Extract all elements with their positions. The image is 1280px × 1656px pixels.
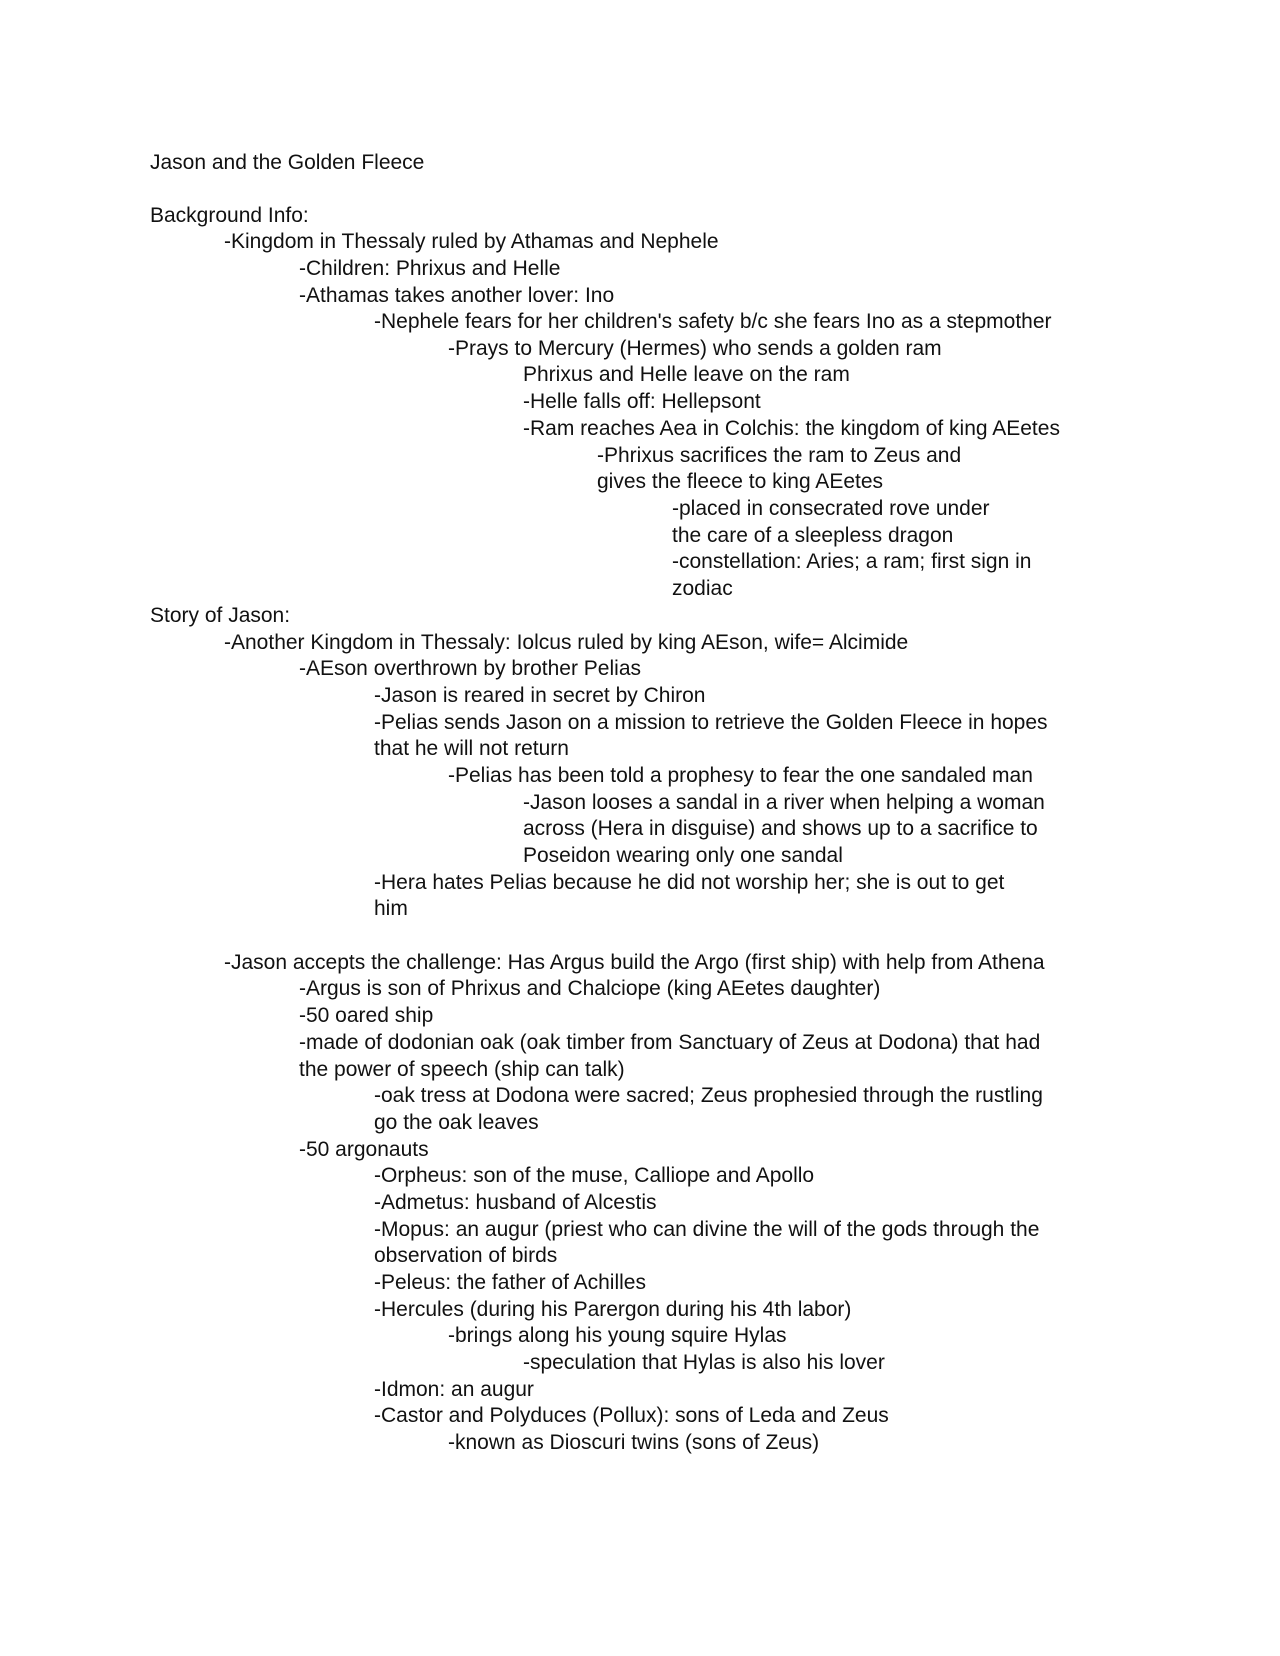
note-line: -Orpheus: son of the muse, Calliope and Apollo: [374, 1164, 815, 1187]
note-line: -Helle falls off: Hellepsont: [523, 390, 761, 413]
note-line: him: [374, 897, 408, 920]
note-line: -constellation: Aries; a ram; first sign in: [672, 550, 1032, 573]
note-line: -brings along his young squire Hylas: [448, 1324, 787, 1347]
note-line: zodiac: [672, 577, 733, 600]
note-line: -placed in consecrated rove under: [672, 497, 990, 520]
note-line: Poseidon wearing only one sandal: [523, 844, 843, 867]
note-line: -Athamas takes another lover: Ino: [299, 284, 615, 307]
note-line: -Kingdom in Thessaly ruled by Athamas and Nephele: [224, 230, 719, 253]
note-line: -Jason is reared in secret by Chiron: [374, 684, 706, 707]
note-line: -Phrixus sacrifices the ram to Zeus and: [597, 444, 962, 467]
document-title: Jason and the Golden Fleece: [150, 151, 425, 174]
note-line: -50 argonauts: [299, 1138, 429, 1161]
note-line: -Ram reaches Aea in Colchis: the kingdom of king AEetes: [523, 417, 1060, 440]
note-line: go the oak leaves: [374, 1111, 539, 1134]
note-line: -made of dodonian oak (oak timber from Sanctuary of Zeus at Dodona) that had: [299, 1031, 1041, 1054]
note-line: -Nephele fears for her children's safety b/c she fears Ino as a stepmother: [374, 310, 1052, 333]
note-line: -speculation that Hylas is also his lover: [523, 1351, 885, 1374]
note-line: -Pelias has been told a prophesy to fear the one sandaled man: [448, 764, 1033, 787]
note-line: -Jason looses a sandal in a river when helping a woman: [523, 791, 1045, 814]
section-heading-story: Story of Jason:: [150, 604, 291, 627]
note-line: -Jason accepts the challenge: Has Argus build the Argo (first ship) with help from Athena: [224, 951, 1045, 974]
note-line: -Castor and Polyduces (Pollux): sons of Leda and Zeus: [374, 1404, 889, 1427]
note-line: the care of a sleepless dragon: [672, 524, 954, 547]
note-line: the power of speech (ship can talk): [299, 1058, 625, 1081]
note-line: -Mopus: an augur (priest who can divine the will of the gods through the: [374, 1218, 1040, 1241]
section-heading-background: Background Info:: [150, 204, 309, 227]
note-line: -50 oared ship: [299, 1004, 434, 1027]
note-line: -oak tress at Dodona were sacred; Zeus prophesied through the rustling: [374, 1084, 1043, 1107]
note-line: that he will not return: [374, 737, 569, 760]
note-line: across (Hera in disguise) and shows up to a sacrifice to: [523, 817, 1038, 840]
note-line: gives the fleece to king AEetes: [597, 470, 884, 493]
note-line: -Hera hates Pelias because he did not worship her; she is out to get: [374, 871, 1005, 894]
note-line: -Prays to Mercury (Hermes) who sends a golden ram: [448, 337, 942, 360]
note-line: observation of birds: [374, 1244, 558, 1267]
note-line: -Children: Phrixus and Helle: [299, 257, 561, 280]
note-line: -known as Dioscuri twins (sons of Zeus): [448, 1431, 820, 1454]
note-line: -Pelias sends Jason on a mission to retrieve the Golden Fleece in hopes: [374, 711, 1048, 734]
note-line: -Admetus: husband of Alcestis: [374, 1191, 657, 1214]
note-line: -Peleus: the father of Achilles: [374, 1271, 646, 1294]
note-line: -Idmon: an augur: [374, 1378, 534, 1401]
note-line: Phrixus and Helle leave on the ram: [523, 363, 850, 386]
note-line: -Another Kingdom in Thessaly: Iolcus ruled by king AEson, wife= Alcimide: [224, 631, 909, 654]
note-line: -AEson overthrown by brother Pelias: [299, 657, 641, 680]
note-line: -Hercules (during his Parergon during his 4th labor): [374, 1298, 852, 1321]
note-line: -Argus is son of Phrixus and Chalciope (king AEetes daughter): [299, 977, 881, 1000]
